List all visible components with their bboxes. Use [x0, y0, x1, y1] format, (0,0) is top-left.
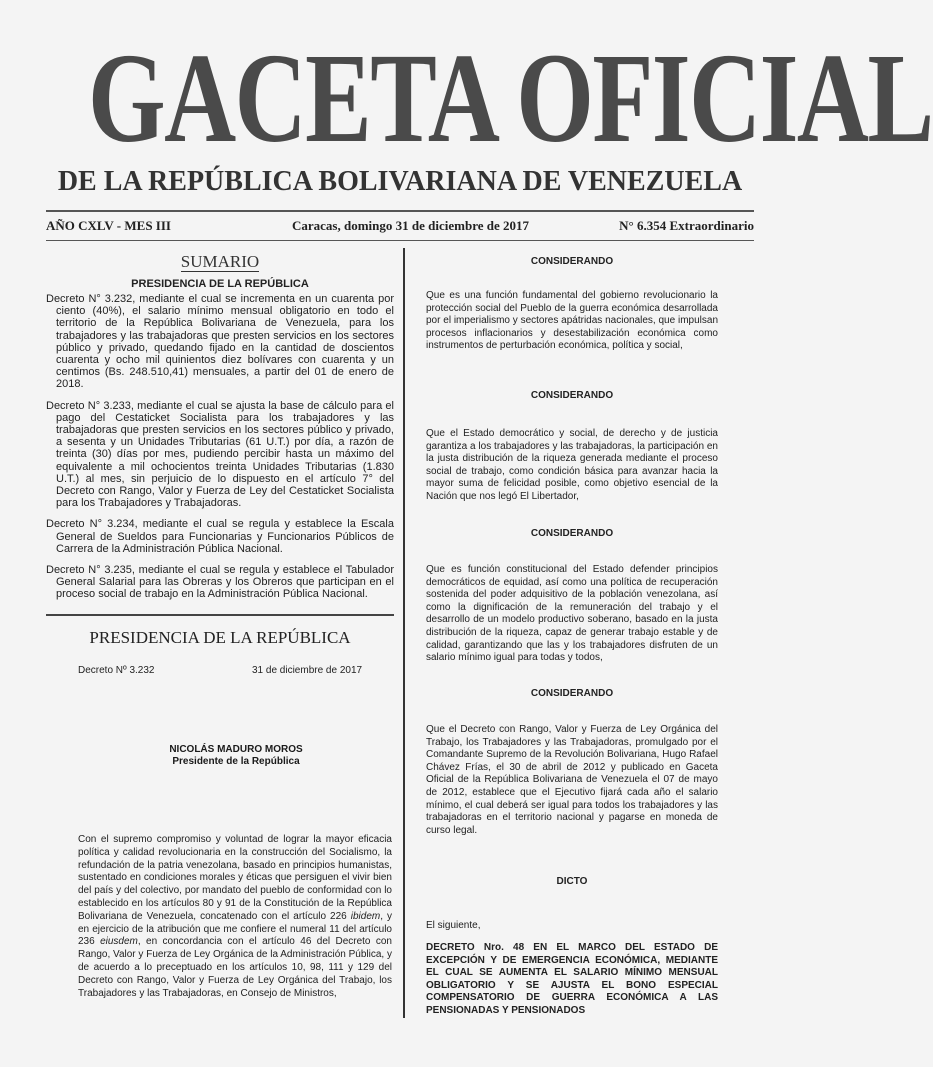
considerando-paragraph: Que es función constitucional del Estado defender principios democráticos de equidad, así como una política de recuperación sostenida del poder adquisitivo de la población venezolana, así como la dignificación de la remuneración del trabajo y el desarrollo de un modelo productivo soberano, basado en la justa distribución de la riqueza, capaz de generar trabajo estable y de calidad, garantizando que las y los trabajadores disfruten de un salario mínimo igual para todas y todos,: [426, 564, 718, 664]
considerando-heading: CONSIDERANDO: [530, 390, 614, 401]
signer-name: NICOLÁS MADURO MOROS: [169, 744, 303, 755]
considerando-heading: CONSIDERANDO: [530, 528, 614, 539]
el-siguiente: El siguiente,: [426, 920, 481, 931]
considerando-heading: CONSIDERANDO: [530, 688, 614, 699]
considerando-paragraph: Que es una función fundamental del gobierno revolucionario la protección social del Pueblo de la guerra económica desarrollada por el imperialismo y sectores apátridas nacionales, que impulsan procesos inflacionarios y desestabilización económica como instrumentos de perturbación económica, política y social,: [426, 290, 718, 352]
column-divider: [403, 248, 405, 1018]
sumario-entry: Decreto N° 3.235, mediante el cual se regula y establece el Tabulador General Salarial para las Obreras y los Obreros que participan en el proceso social de trabajo en la Administración Pública Nacional.: [46, 564, 394, 601]
masthead-subtitle: DE LA REPÚBLICA BOLIVARIANA DE VENEZUELA: [57, 166, 743, 197]
sumario-column: [46, 248, 394, 610]
considerando-heading: CONSIDERANDO: [530, 256, 614, 267]
considerando-paragraph: Que el Decreto con Rango, Valor y Fuerza de Ley Orgánica del Trabajo, los Trabajadores y las Trabajadoras, promulgado por el Comandante Supremo de la Revolución Bolivariana, Hugo Rafael Chávez Frías, el 30 de abril de 2012 y publicado en Gaceta Oficial de la República Bolivariana de Venezuela el 07 de mayo de 2012, establece que el Ejecutivo fijará cada año el salario mínimo, el cual deberá ser igual para todos los trabajadores y las trabajadoras en el territorio nacional y pagarse en moneda de curso legal.: [426, 724, 718, 836]
decree-preamble: Con el supremo compromiso y voluntad de lograr la mayor eficacia política y calidad revolucionaria en la construcción del Socialismo, la refundación de la patria venezolana, basado en principios humanistas, sustentado en condiciones morales y éticas que persiguen el vivir bien del país y del colectivo, por mandato del pueblo de conformidad con lo establecido en los artículos 80 y 91 de la Constitución de la República Bolivariana de Venezuela, concatenado con el artículo 226 ibidem, y en ejercicio de la atribución que me confiere el numeral 11 del artículo 236 eiusdem, en concordancia con el artículo 46 del Decreto con Rango, Valor y Fuerza de Ley Orgánica de la Administración Pública, y de acuerdo a lo preceptuado en los artículos 10, 98, 111 y 129 del Decreto con Rango, Valor y Fuerza de Ley Orgánica del Trabajo, los Trabajadores y las Trabajadoras, en Consejo de Ministros,: [78, 834, 392, 999]
section-rule: [46, 614, 394, 616]
decreto-title: DECRETO Nro. 48 EN EL MARCO DEL ESTADO DE EXCEPCIÓN Y DE EMERGENCIA ECONÓMICA, MEDIANTE EL CUAL SE AUMENTA EL SALARIO MÍNIMO MENSUAL OBLIGATORIO Y SE AJUSTA EL BONO ESPECIAL COMPENSATORIO DE GUERRA ECONÓMICA A LAS PENSIONADAS Y PENSIONADOS: [426, 942, 718, 1016]
dateline-rule: [46, 240, 754, 241]
considerando-paragraph: Que el Estado democrático y social, de derecho y de justicia garantiza a los trabajadores y las trabajadoras, la participación en la justa distribución de la riqueza generada mediante el proceso social de trabajo, como condición básica para avanzar hacia la mayor suma de felicidad posible, como objetivo esencial de la Nación que nos legó El Libertador,: [426, 428, 718, 502]
decree-date: 31 de diciembre de 2017: [252, 665, 363, 676]
decree-line: [78, 665, 394, 676]
sumario-title: SUMARIO: [180, 252, 260, 271]
masthead-title: GACETA OFICIAL: [88, 27, 933, 169]
dicto-heading: DICTO: [556, 876, 588, 887]
sumario-entry: Decreto N° 3.234, mediante el cual se regula y establece la Escala General de Sueldos para Funcionarias y Funcionarios Públicos de Carrera de la Administración Pública Nacional.: [46, 518, 394, 555]
issue-number: N° 6.354 Extraordinario: [619, 218, 754, 233]
presidencia-title: PRESIDENCIA DE LA REPÚBLICA: [89, 628, 351, 647]
signer: [78, 744, 394, 768]
decree-number: Decreto Nº 3.232: [78, 665, 155, 676]
signer-role: Presidente de la República: [172, 756, 300, 767]
sumario-entry: Decreto N° 3.232, mediante el cual se incrementa en un cuarenta por ciento (40%), el salario mínimo mensual obligatorio en todo el territorio de la República Bolivariana de Venezuela, para los trabajadores y las trabajadoras que presten servicios en los sectores público y privado, quedando fijado en la cantidad de doscientos cuarenta y ocho mil quinientos diez bolívares con cuarenta y un centimos (Bs. 248.510,41) mensuales, a partir del 01 de enero de 2018.: [46, 293, 394, 391]
sumario-entry: Decreto N° 3.233, mediante el cual se ajusta la base de cálculo para el pago del Cestaticket Socialista para los trabajadores y las trabajadoras que presten servicios en los sectores público y privado, a sesenta y un Unidades Tributarias (61 U.T.) por día, a razón de treinta (30) días por mes, pudiendo percibir hasta un máximo del equivalente a mil ochocientos treinta Unidades Tributarias (1.830 U.T.) al mes, sin perjuicio de lo dispuesto en el artículo 7° del Decreto con Rango, Valor y Fuerza de Ley del Cestaticket Socialista para los Trabajadores y Trabajadoras.: [46, 399, 394, 510]
top-rule: [46, 210, 754, 212]
masthead: [0, 0, 933, 210]
sumario-section: PRESIDENCIA DE LA REPÚBLICA: [131, 278, 309, 290]
place-date: Caracas, domingo 31 de diciembre de 2017: [292, 218, 529, 233]
dateline: [46, 216, 754, 238]
year-month: AÑO CXLV - MES III: [46, 218, 171, 233]
